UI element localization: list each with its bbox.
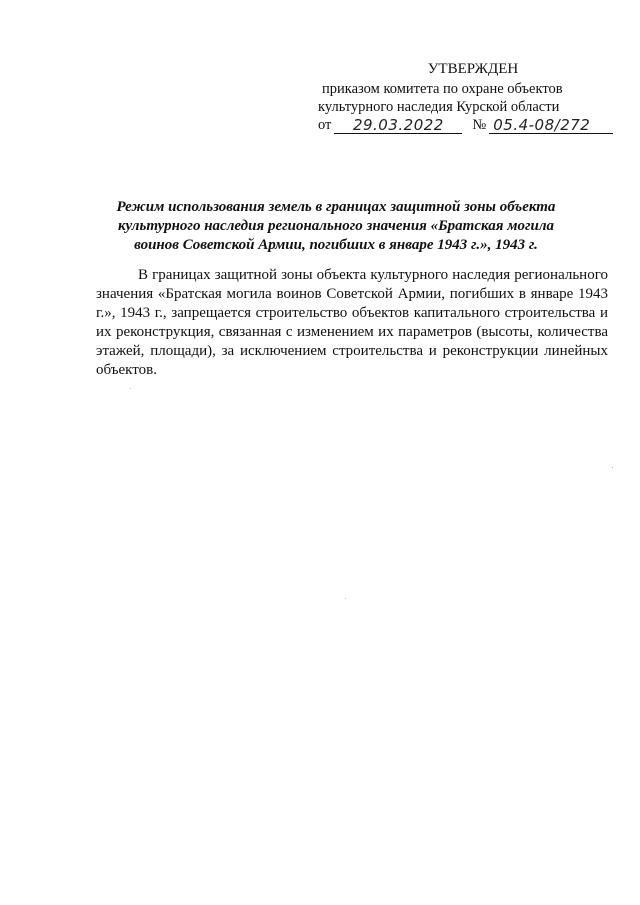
document-title xyxy=(96,198,576,255)
number-label: № xyxy=(472,117,487,133)
title-line-1: Режим использования земель в границах защитной зоны объекта xyxy=(116,199,556,215)
scan-speck xyxy=(345,598,346,599)
title-line-3: воинов Советской Армии, погибших в январе 1943 г.», 1943 г. xyxy=(134,237,538,253)
from-label: от xyxy=(318,117,332,133)
order-date: 29.03.2022 xyxy=(334,117,462,134)
approved-heading: УТВЕРЖДЕН xyxy=(427,61,519,77)
approval-line-2: культурного наследия Курской области xyxy=(318,99,560,115)
scan-speck xyxy=(130,388,131,389)
order-number: 05.4-08/272 xyxy=(489,117,613,134)
title-line-2: культурного наследия регионального значения «Братская могила xyxy=(117,218,555,234)
approval-stamp xyxy=(318,60,618,134)
order-reference xyxy=(318,116,618,134)
body-paragraph: В границах защитной зоны объекта культурного наследия регионального значения «Братская могила воинов Советской Армии, погибших в январе 1943 г.», 1943 г., запрещается строительство объектов капитального строительства и их реконструкция, связанная с изменением их параметров (высоты, количества этажей, площади), за исключением строительства и реконструкции линейных объектов. xyxy=(96,267,608,378)
scan-speck xyxy=(612,467,613,468)
approval-line-1: приказом комитета по охране объектов xyxy=(322,81,563,97)
